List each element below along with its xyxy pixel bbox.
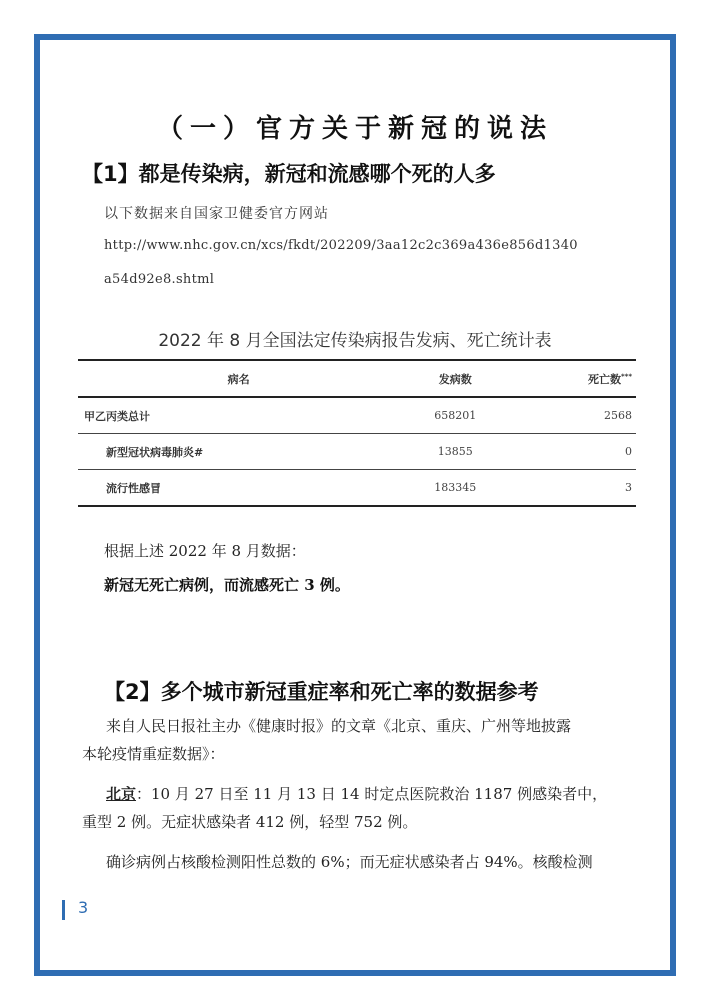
source-url-line2[interactable]: a54d92e8.shtml — [104, 272, 215, 287]
header-deaths-mark: *** — [621, 371, 632, 380]
row-cases: 183345 — [434, 481, 477, 494]
row-deaths: 3 — [625, 481, 632, 494]
source-text: 以下数据来自国家卫健委官方网站 — [104, 206, 329, 222]
beijing-paragraph — [82, 780, 642, 836]
statistics-table — [78, 359, 636, 507]
table-row — [78, 434, 636, 470]
intro-line1: 来自人民日报社主办《健康时报》的文章《北京、重庆、广州等地披露 — [106, 717, 572, 735]
last-paragraph — [82, 848, 642, 876]
last-line: 确诊病例占核酸检测阳性总数的 6%；而无症状感染者占 94%。核酸检测 — [106, 853, 593, 871]
header-disease: 病名 — [227, 372, 250, 386]
page-number: 3 — [78, 898, 89, 917]
row-deaths: 2568 — [604, 409, 632, 422]
conclusion-intro: 根据上述 2022 年 8 月数据： — [104, 542, 306, 560]
row-name: 新型冠状病毒肺炎# — [106, 445, 204, 459]
beijing-label: 北京 — [106, 785, 137, 803]
section1-heading: 【1】都是传染病，新冠和流感哪个死的人多 — [82, 162, 496, 186]
conclusion-text: 新冠无死亡病例，而流感死亡 3 例。 — [104, 576, 350, 594]
beijing-line1 — [82, 780, 642, 808]
section2-intro — [82, 712, 642, 768]
header-cases: 发病数 — [438, 372, 472, 386]
table-row — [78, 397, 636, 434]
page-frame — [34, 34, 676, 976]
beijing-line2: 重型 2 例。无症状感染者 412 例，轻型 752 例。 — [82, 813, 418, 831]
beijing-text: ：10 月 27 日至 11 月 13 日 14 时定点医院救治 1187 例感染者中， — [136, 785, 608, 803]
header-deaths — [511, 360, 636, 397]
source-url-line1[interactable]: http://www.nhc.gov.cn/xcs/fkdt/202209/3aa12c2c369a436e856d1340 — [104, 238, 578, 253]
section2-heading: 【2】多个城市新冠重症率和死亡率的数据参考 — [104, 680, 539, 704]
header-deaths-label: 死亡数 — [588, 372, 622, 386]
table-title: 2022 年 8 月全国法定传染病报告发病、死亡统计表 — [158, 331, 552, 351]
document-title: （一）官方关于新冠的说法 — [156, 114, 553, 144]
table-row — [78, 470, 636, 507]
page-number-bar — [62, 900, 65, 920]
row-deaths: 0 — [625, 445, 632, 458]
table-header-row — [78, 360, 636, 397]
intro-line2: 本轮疫情重症数据》： — [82, 745, 225, 763]
row-cases: 13855 — [437, 445, 473, 458]
row-cases: 658201 — [434, 409, 477, 422]
row-name: 流行性感冒 — [106, 481, 161, 495]
row-name: 甲乙丙类总计 — [84, 409, 150, 423]
